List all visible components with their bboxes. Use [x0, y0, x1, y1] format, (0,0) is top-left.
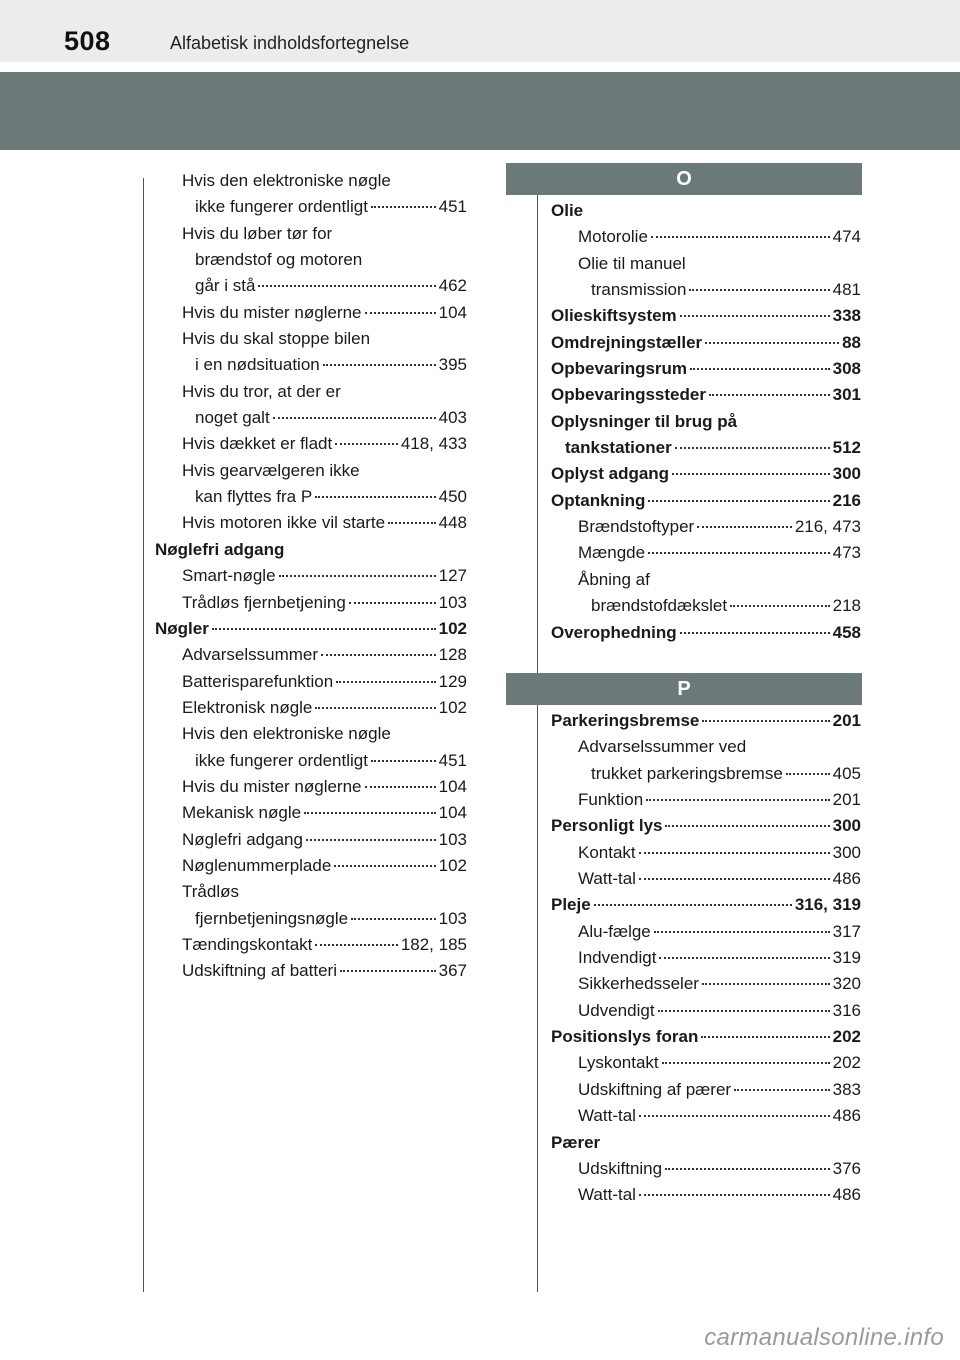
index-entry-text: Funktion	[578, 790, 644, 810]
dot-leader	[639, 1194, 830, 1196]
index-entry-text: Hvis dækket er fladt	[182, 434, 333, 454]
index-entry-page: 103	[438, 592, 467, 612]
dot-leader	[690, 368, 830, 370]
index-entry-text: noget galt	[195, 408, 270, 428]
index-entry	[155, 379, 467, 405]
dot-leader	[323, 364, 436, 366]
index-entry-text: Udskiftning	[578, 1158, 663, 1178]
index-entry	[155, 642, 467, 668]
dot-leader	[315, 707, 435, 709]
section-header-p: P	[506, 673, 862, 705]
dot-leader	[365, 312, 436, 314]
index-entry-text: tankstationer	[565, 438, 672, 458]
index-entry-text: Opbevaringssteder	[551, 385, 706, 405]
page-title: Alfabetisk indholdsfortegnelse	[170, 33, 410, 53]
index-entry	[155, 958, 467, 984]
dot-leader	[321, 654, 436, 656]
index-entry	[551, 620, 861, 646]
dot-leader	[672, 473, 830, 475]
index-entry	[155, 194, 467, 220]
dot-leader	[371, 760, 436, 762]
index-entry-text: Opbevaringsrum	[551, 359, 688, 379]
index-entry-text: Tændingskontakt	[182, 934, 313, 954]
index-entry	[551, 866, 861, 892]
dot-leader	[734, 1089, 830, 1091]
index-entry-text: i en nødsituation	[195, 355, 320, 375]
dot-leader	[639, 1115, 830, 1117]
index-entry	[551, 971, 861, 997]
index-entry-text: Hvis den elektroniske nøgle	[182, 724, 391, 744]
index-entry-page: 201	[832, 711, 861, 730]
index-entry-text: Udskiftning af batteri	[182, 961, 337, 981]
index-entry	[551, 761, 861, 787]
index-entry-page: 316	[832, 1000, 861, 1020]
index-entry-text: Oplysninger til brug på	[551, 411, 738, 431]
dot-leader	[388, 522, 436, 524]
index-entry-text: brændstof og motoren	[195, 250, 363, 270]
dot-leader	[304, 812, 436, 814]
index-entry-text: Nøglefri adgang	[155, 539, 285, 559]
index-entry-text: Advarselssummer	[182, 645, 319, 665]
index-entry-text: Sikkerhedsseler	[578, 974, 699, 994]
index-entry	[155, 352, 467, 378]
index-entry-text: Alu-fælge	[578, 921, 651, 941]
index-entry	[155, 168, 467, 194]
index-entry-text: Oplyst adgang	[551, 464, 670, 484]
index-entry-text: Parkeringsbremse	[551, 711, 700, 730]
index-entry	[551, 945, 861, 971]
dot-leader	[702, 983, 830, 985]
index-entry-text: Pleje	[551, 895, 591, 915]
index-entry-page: 395	[438, 355, 467, 375]
header-banner	[0, 72, 960, 150]
index-entry	[155, 932, 467, 958]
index-entry-page: 486	[832, 1106, 861, 1126]
index-entry-text: kan flyttes fra P	[195, 487, 313, 507]
index-entry	[551, 1130, 861, 1156]
index-entry-page: 383	[832, 1079, 861, 1099]
page-header	[0, 0, 960, 62]
index-entry-text: Hvis du mister nøglerne	[182, 776, 362, 796]
index-entry-page: 102	[438, 618, 467, 638]
index-entry	[551, 1156, 861, 1182]
index-entry-page: 450	[438, 487, 467, 507]
index-entry-text: Overophedning	[551, 622, 677, 642]
index-entry	[551, 1077, 861, 1103]
index-entry-text: Hvis du løber tør for	[182, 223, 333, 243]
index-entry-text: Lyskontakt	[578, 1053, 659, 1073]
index-entry-text: Batterisparefunktion	[182, 671, 334, 691]
index-entry-text: Udskiftning af pærer	[578, 1079, 732, 1099]
index-entry	[155, 590, 467, 616]
index-entry	[155, 510, 467, 536]
dot-leader	[680, 632, 830, 634]
index-entry-page: 88	[842, 332, 861, 352]
index-entry-page: 473	[832, 543, 861, 563]
index-entry-page: 202	[832, 1053, 861, 1073]
index-entry	[551, 892, 861, 918]
index-entry-page: 102	[438, 855, 467, 875]
index-entry-text: Trådløs	[182, 882, 239, 902]
index-entry	[155, 273, 467, 299]
index-entry	[551, 813, 861, 839]
index-entry-page: 474	[832, 227, 861, 247]
index-entry	[551, 251, 861, 277]
index-entry	[155, 853, 467, 879]
dot-leader	[654, 931, 830, 933]
index-entry-text: transmission	[591, 280, 687, 300]
dot-leader	[658, 1010, 830, 1012]
index-entry	[551, 382, 861, 408]
index-entry	[155, 774, 467, 800]
index-entry-text: ikke fungerer ordentligt	[195, 197, 368, 217]
index-entry-text: Omdrejningstæller	[551, 332, 703, 352]
index-entry-text: trukket parkeringsbremse	[591, 763, 783, 783]
index-entry	[155, 669, 467, 695]
index-entry-text: ikke fungerer ordentligt	[195, 750, 368, 770]
index-entry-page: 367	[438, 961, 467, 981]
index-entry	[551, 1103, 861, 1129]
index-entry	[551, 356, 861, 382]
dot-leader	[675, 447, 830, 449]
index-entry-text: Mekanisk nøgle	[182, 803, 302, 823]
index-entry	[551, 919, 861, 945]
dot-leader	[335, 443, 398, 445]
index-entry	[551, 514, 861, 540]
index-entry-page: 458	[832, 622, 861, 642]
dot-leader	[702, 720, 829, 722]
index-entry-text: fjernbetjeningsnøgle	[195, 908, 349, 928]
index-entry	[155, 800, 467, 826]
index-entry-page: 317	[832, 921, 861, 941]
dot-leader	[258, 285, 435, 287]
index-entry-page: 301	[832, 385, 861, 405]
index-entry	[551, 708, 861, 734]
index-entry-text: Kontakt	[578, 842, 636, 862]
dot-leader	[306, 839, 436, 841]
dot-leader	[279, 575, 436, 577]
section-header-o: O	[506, 163, 862, 195]
index-entry-text: brændstofdækslet	[591, 596, 728, 616]
index-entry-text: Olie	[551, 201, 584, 220]
index-entry-page: 486	[832, 869, 861, 889]
index-entry	[551, 461, 861, 487]
index-entry-text: Nøglenummerplade	[182, 855, 332, 875]
index-entry	[551, 840, 861, 866]
index-section-p	[551, 708, 861, 1209]
index-entry-page: 300	[832, 816, 861, 836]
index-entry-page: 300	[832, 842, 861, 862]
index-entry	[155, 484, 467, 510]
index-entry-page: 418, 433	[400, 434, 467, 454]
index-entry	[551, 734, 861, 760]
index-entry-text: Åbning af	[578, 569, 650, 589]
dot-leader	[697, 526, 792, 528]
dot-leader	[651, 236, 830, 238]
index-entry	[551, 435, 861, 461]
dot-leader	[659, 957, 829, 959]
index-entry-text: Hvis gearvælgeren ikke	[182, 460, 360, 480]
dot-leader	[334, 865, 435, 867]
dot-leader	[365, 786, 436, 788]
index-entry-page: 201	[832, 790, 861, 810]
index-entry-text: Hvis den elektroniske nøgle	[182, 171, 391, 190]
dot-leader	[349, 602, 436, 604]
index-entry-page: 216, 473	[794, 517, 861, 537]
index-entry	[551, 224, 861, 250]
index-entry-page: 320	[832, 974, 861, 994]
index-entry	[155, 537, 467, 563]
index-entry-page: 218	[832, 596, 861, 616]
index-entry-text: Hvis motoren ikke vil starte	[182, 513, 386, 533]
index-entry-text: Olie til manuel	[578, 253, 686, 273]
index-entry-page: 308	[832, 359, 861, 379]
index-entry-text: Elektronisk nøgle	[182, 697, 313, 717]
column-rule-left	[143, 178, 144, 1292]
index-entry-page: 103	[438, 908, 467, 928]
index-entry-text: Udvendigt	[578, 1000, 655, 1020]
index-entry-page: 403	[438, 408, 467, 428]
index-entry	[551, 998, 861, 1024]
index-entry	[551, 409, 861, 435]
index-entry-text: Nøglefri adgang	[182, 829, 303, 849]
index-entry	[155, 458, 467, 484]
dot-leader	[371, 206, 436, 208]
column-rule-middle	[537, 178, 538, 1292]
dot-leader	[336, 681, 435, 683]
index-entry	[155, 721, 467, 747]
dot-leader	[315, 944, 397, 946]
index-entry-page: 451	[438, 197, 467, 217]
index-entry	[551, 198, 861, 224]
dot-leader	[662, 1062, 830, 1064]
index-entry	[551, 787, 861, 813]
dot-leader	[701, 1036, 829, 1038]
index-entry	[551, 567, 861, 593]
index-entry	[551, 330, 861, 356]
index-entry-text: Indvendigt	[578, 948, 657, 968]
index-entry	[155, 300, 467, 326]
dot-leader	[646, 799, 829, 801]
dot-leader	[340, 970, 436, 972]
index-entry-page: 103	[438, 829, 467, 849]
dot-leader	[351, 918, 436, 920]
dot-leader	[648, 500, 829, 502]
index-entry-page: 202	[832, 1027, 861, 1047]
dot-leader	[730, 605, 830, 607]
index-entry-page: 300	[832, 464, 861, 484]
index-entry	[155, 616, 467, 642]
dot-leader	[315, 496, 435, 498]
dot-leader	[665, 825, 829, 827]
page-number: 508	[64, 26, 111, 56]
index-entry	[155, 906, 467, 932]
index-entry-text: Trådløs fjernbetjening	[182, 592, 346, 612]
dot-leader	[689, 289, 829, 291]
index-entry-text: Mængde	[578, 543, 646, 563]
dot-leader	[594, 904, 792, 906]
dot-leader	[639, 878, 830, 880]
index-entry-text: Brændstoftyper	[578, 517, 695, 537]
index-entry-page: 486	[832, 1185, 861, 1205]
dot-leader	[705, 342, 839, 344]
index-entry-page: 319	[832, 948, 861, 968]
index-entry-page: 127	[438, 566, 467, 586]
index-entry-page: 129	[438, 671, 467, 691]
index-entry-text: Motorolie	[578, 227, 648, 247]
index-entry-text: Nøgler	[155, 618, 209, 638]
index-entry	[155, 563, 467, 589]
dot-leader	[273, 417, 436, 419]
dot-leader	[212, 628, 436, 630]
index-entry-text: Personligt lys	[551, 816, 663, 836]
index-entry-page: 481	[832, 280, 861, 300]
index-entry-text: går i stå	[195, 276, 256, 296]
index-entry	[155, 431, 467, 457]
index-entry-page: 462	[438, 276, 467, 296]
index-section-o	[551, 198, 861, 646]
index-entry-page: 182, 185	[400, 934, 467, 954]
index-entry	[551, 277, 861, 303]
index-entry-page: 405	[832, 763, 861, 783]
index-entry-page: 316, 319	[794, 895, 861, 915]
index-entry-text: Smart-nøgle	[182, 566, 276, 586]
index-entry-text: Olieskiftsystem	[551, 306, 677, 326]
dot-leader	[648, 552, 830, 554]
index-entry-text: Hvis du skal stoppe bilen	[182, 329, 371, 349]
index-entry	[155, 748, 467, 774]
index-entry-page: 451	[438, 750, 467, 770]
index-entry-page: 104	[438, 776, 467, 796]
watermark: carmanualsonline.info	[704, 1324, 944, 1351]
index-entry	[155, 221, 467, 247]
dot-leader	[665, 1168, 830, 1170]
index-entry-text: Watt-tal	[578, 1185, 636, 1205]
index-entry-page: 104	[438, 302, 467, 322]
index-entry-page: 448	[438, 513, 467, 533]
index-entry-text: Hvis du tror, at der er	[182, 381, 341, 401]
index-entry	[551, 1182, 861, 1208]
index-entry-text: Optankning	[551, 490, 646, 510]
index-entry	[155, 326, 467, 352]
dot-leader	[709, 394, 830, 396]
index-entry-text: Pærer	[551, 1132, 601, 1152]
index-entry-page: 216	[832, 490, 861, 510]
dot-leader	[639, 852, 830, 854]
index-entry-text: Advarselssummer ved	[578, 737, 747, 757]
index-entry	[155, 827, 467, 853]
index-entry-page: 104	[438, 803, 467, 823]
dot-leader	[680, 315, 830, 317]
index-entry-page: 102	[438, 697, 467, 717]
index-entry-text: Watt-tal	[578, 1106, 636, 1126]
index-entry-text: Hvis du mister nøglerne	[182, 302, 362, 322]
index-entry	[551, 1050, 861, 1076]
index-entry	[551, 540, 861, 566]
index-entry-text: Positionslys foran	[551, 1027, 699, 1047]
index-entry	[155, 879, 467, 905]
index-column-left	[155, 168, 467, 985]
index-entry	[551, 593, 861, 619]
index-entry	[551, 303, 861, 329]
index-entry	[155, 405, 467, 431]
index-entry-page: 128	[438, 645, 467, 665]
index-entry	[551, 488, 861, 514]
index-entry	[155, 695, 467, 721]
index-entry	[551, 1024, 861, 1050]
index-entry-text: Watt-tal	[578, 869, 636, 889]
index-entry	[155, 247, 467, 273]
dot-leader	[786, 773, 830, 775]
index-entry-page: 512	[832, 438, 861, 458]
index-entry-page: 338	[832, 306, 861, 326]
index-entry-page: 376	[832, 1158, 861, 1178]
